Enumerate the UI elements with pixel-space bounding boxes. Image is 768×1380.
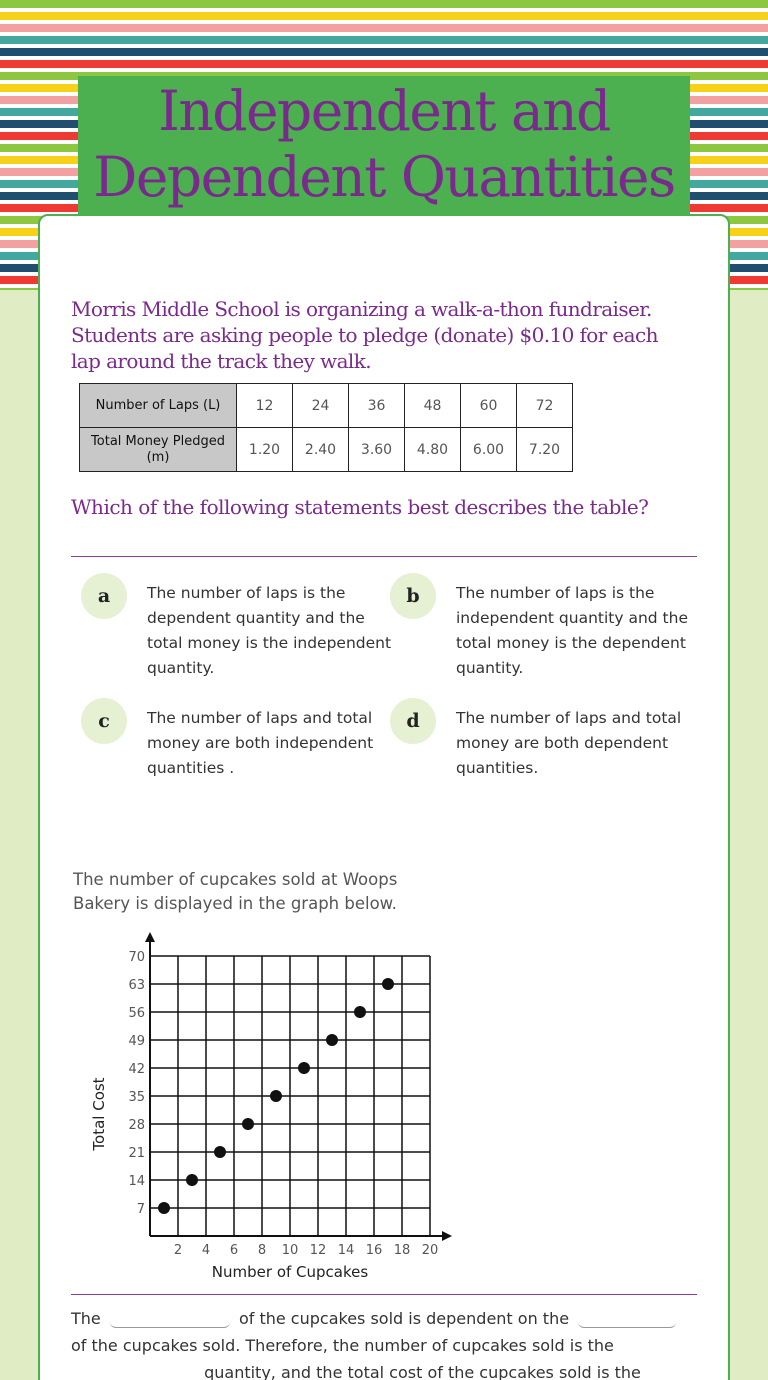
option-b-text[interactable]: The number of laps is the independent quantity and the total money is the dependent quantity. — [456, 584, 688, 677]
y-tick-label: 49 — [128, 1034, 145, 1049]
blank-input-2[interactable] — [578, 1310, 676, 1328]
data-point — [354, 1006, 366, 1018]
x-axis-label: Number of Cupcakes — [211, 1263, 369, 1281]
table-row — [80, 384, 573, 428]
page-title: Independent and Dependent Quantities — [93, 79, 675, 209]
x-tick-label: 12 — [309, 1243, 327, 1258]
table-cell: 4.80 — [405, 428, 461, 472]
fill-text: The — [71, 1309, 101, 1328]
y-tick-label: 21 — [128, 1146, 145, 1161]
data-point — [242, 1118, 254, 1130]
table-cell: 1.20 — [237, 428, 293, 472]
table-cell: 12 — [237, 384, 293, 428]
row-header-money: Total Money Pledged (m) — [80, 428, 237, 472]
x-tick-label: 20 — [421, 1243, 439, 1258]
option-c-button[interactable]: c — [81, 698, 127, 744]
data-point — [298, 1062, 310, 1074]
blank-input-1[interactable] — [110, 1310, 230, 1328]
x-tick-label: 4 — [201, 1243, 211, 1258]
chart-axes — [145, 932, 452, 1241]
y-tick-label: 7 — [136, 1202, 145, 1217]
fill-text: quantity, and the total cost of the cupcakes sold is the — [204, 1363, 641, 1380]
divider — [71, 1294, 697, 1295]
question-text: Which of the following statements best describes the table? — [71, 495, 649, 519]
chart-tick-labels — [128, 950, 438, 1258]
x-tick-label: 10 — [281, 1243, 299, 1258]
fill-text: of the cupcakes sold is dependent on the — [238, 1309, 570, 1328]
fill-in-paragraph — [71, 1305, 697, 1380]
table-cell: 72 — [517, 384, 573, 428]
data-point — [186, 1174, 198, 1186]
option-b-button[interactable]: b — [390, 573, 436, 619]
table-cell: 60 — [461, 384, 517, 428]
cupcake-scatter-chart — [80, 930, 460, 1290]
x-tick-label: 18 — [393, 1243, 411, 1258]
intro-text: Morris Middle School is organizing a walk-a-thon fundraiser. Students are asking people to pledge (donate) $0.10 for each lap around the track they walk. — [71, 297, 658, 373]
y-tick-label: 56 — [128, 1006, 145, 1021]
option-d-text[interactable]: The number of laps and total money are both dependent quantities. — [456, 709, 682, 777]
y-axis-arrow — [145, 932, 155, 942]
x-tick-label: 2 — [173, 1243, 183, 1258]
x-tick-label: 16 — [365, 1243, 383, 1258]
x-tick-label: 8 — [257, 1243, 267, 1258]
option-a-text[interactable]: The number of laps is the dependent quantity and the total money is the independent quantity. — [147, 584, 392, 677]
data-point — [270, 1090, 282, 1102]
graph-caption: The number of cupcakes sold at Woops Bakery is displayed in the graph below. — [73, 870, 398, 913]
y-tick-label: 14 — [128, 1174, 145, 1189]
x-axis-arrow — [442, 1231, 452, 1241]
data-point — [382, 978, 394, 990]
data-point — [214, 1146, 226, 1158]
chart-grid — [150, 956, 430, 1236]
divider — [71, 556, 697, 557]
fill-text: of the cupcakes sold. Therefore, the number of cupcakes sold is the — [71, 1336, 614, 1355]
row-header-laps: Number of Laps (L) — [80, 384, 237, 428]
blank-input-3[interactable] — [75, 1364, 195, 1380]
table-cell: 24 — [293, 384, 349, 428]
option-a-button[interactable]: a — [81, 573, 127, 619]
data-point — [326, 1034, 338, 1046]
table-cell: 6.00 — [461, 428, 517, 472]
table-cell: 48 — [405, 384, 461, 428]
x-tick-label: 6 — [229, 1243, 239, 1258]
y-tick-label: 35 — [128, 1090, 145, 1105]
option-c-text[interactable]: The number of laps and total money are both independent quantities . — [147, 709, 374, 777]
table-cell: 2.40 — [293, 428, 349, 472]
x-tick-label: 14 — [337, 1243, 355, 1258]
data-point — [158, 1202, 170, 1214]
table-cell: 3.60 — [349, 428, 405, 472]
y-tick-label: 28 — [128, 1118, 145, 1133]
laps-table — [79, 383, 573, 472]
y-tick-label: 42 — [128, 1062, 145, 1077]
y-tick-label: 70 — [128, 950, 145, 965]
table-cell: 36 — [349, 384, 405, 428]
y-axis-label: Total Cost — [90, 1077, 108, 1151]
option-d-button[interactable]: d — [390, 698, 436, 744]
y-tick-label: 63 — [128, 978, 145, 993]
table-row — [80, 428, 573, 472]
table-cell: 7.20 — [517, 428, 573, 472]
